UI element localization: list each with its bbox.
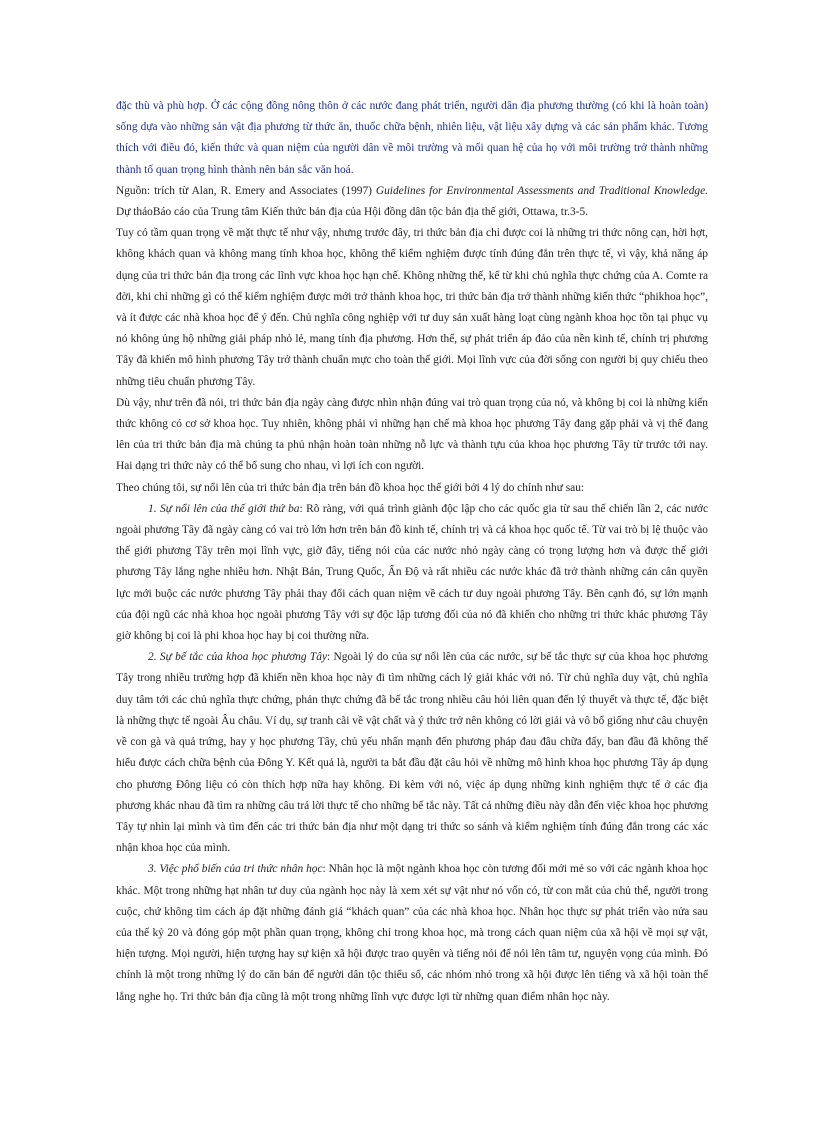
paragraph: Tuy có tầm quan trọng về mặt thực tế như vậy, nhưng trước đây, tri thức bản địa chỉ được coi là những tri thức nông cạn, hời hợt, không khách quan và không mang tính khoa học, không thể kiểm nghiệm được tính đúng đắn trên thực tế, vì vậy, khả năng áp dụng của tri thức bản địa trong các lĩnh vực khoa học hạn chế. Không những thế, kể từ khi chủ nghĩa thực chứng của A. Comte ra đời, khi chỉ những gì có thể kiểm nghiệm được mới trở thành khoa học, tri thức bản địa trở thành những kiến thức “phikhoa học”, và ít được các nhà khoa học để ý đến. Chủ nghĩa công nghiệp với tư duy sản xuất hàng loạt cùng ngành khoa học tồn tại phục vụ nó không ủng hộ những giải pháp nhỏ lẻ, mang tính địa phương. Hơn thế, sự phát triển áp đảo của nền kinh tế, chính trị phương Tây đã khiến mô hình phương Tây trở thành chuẩn mực cho toàn thế giới. Mọi lĩnh vực của đời sống con người bị quy chiếu theo những tiêu chuẩn phương Tây.	[116, 227, 708, 388]
numbered-item	[116, 859, 708, 1007]
source-prefix: Nguồn: trích từ Alan, R. Emery and Associates (1997)	[116, 184, 376, 197]
item-text: : Rõ ràng, với quá trình giành độc lập cho các quốc gia từ sau thế chiến lần 2, các nước ngoài phương Tây đã ngày càng có vai trò lớn hơn trên bản đồ kinh tế, chính trị và cả khoa học quốc tế. Từ vai trò bị lệ thuộc vào thế giới phương Tây trên mọi lĩnh vực, giờ đây, tiếng nói của các nước nhỏ ngày càng có trọng lượng hơn và được thế giới phương Tây lắng nghe nhiều hơn. Nhật Bản, Trung Quốc, Ấn Độ và rất nhiều các nước khác đã trở thành những cán cân quyền lực mới buộc các nước phương Tây phải thay đổi cách quan niệm về cách tư duy ngoài phương Tây. Bên cạnh đó, sự lớn mạnh của đội ngũ các nhà khoa học ngoài phương Tây với sự độc lập tương đối của nó đã khiến cho những tri thức khác phương Tây giờ không bị coi là phi khoa học hay bị coi thường nữa.	[116, 502, 709, 643]
paragraph: Dù vậy, như trên đã nói, tri thức bản địa ngày càng được nhìn nhận đúng vai trò quan trọng của nó, và không bị coi là những kiến thức không có cơ sở khoa học. Tuy nhiên, không phải vì những hạn chế mà khoa học phương Tây đang gặp phải và vị thế đang lên của tri thức bản địa mà chúng ta phủ nhận hoàn toàn những nỗ lực và thành tựu của khoa học phương Tây từ trước tới nay. Hai dạng tri thức này có thể bổ sung cho nhau, vì lợi ích con người.	[116, 396, 708, 473]
item-text: : Ngoài lý do của sự nổi lên của các nước, sự bế tắc thực sự của khoa học phương Tây trong nhiều trường hợp đã khiến nền khoa học này đi tìm những cách lý giải khác với nó. Từ chủ nghĩa duy vật, chủ nghĩa duy tâm tới các chủ nghĩa thực chứng, phản thực chứng đã bế tắc trong nhiều câu hỏi liên quan đến lý thuyết và thực tế, đặc biệt là những thực tế ngoài Âu châu. Ví dụ, sự tranh cãi về vật chất và ý thức trở nên không có lời giải và vô bổ giống như câu chuyện về con gà và quả trứng, hay y học phương Tây, chủ yếu nhấn mạnh đến phương pháp đau đâu chữa đấy, ban đầu đã không thể hiểu được cách chữa bệnh của Đông Y. Kết quả là, người ta bắt đầu đặt câu hỏi về những mô hình khoa học phương Tây áp dụng cho phương Đông liệu có còn thích hợp nữa hay không. Đi kèm với nó, việc áp dụng những kinh nghiệm thực tế ở các địa phương khác nhau đã tìm ra những câu trả lời thực tế cho những bế tắc này. Tất cả những điều này dẫn đến việc khoa học phương Tây tự nhìn lại mình và tìm đến các tri thức bản địa như một dạng tri thức so sánh và kiểm nghiệm tính đúng đắn trong các xác nhận khoa học của mình.	[116, 651, 708, 855]
numbered-item	[116, 499, 708, 647]
item-text: : Nhân học là một ngành khoa học còn tương đối mới mẻ so với các ngành khoa học khác. Một trong những hạt nhân tư duy của ngành học này là xem xét sự vật như nó vốn có, từ con mắt của chủ thể, người trong cuộc, chứ không tìm cách áp đặt những đánh giá “khách quan” của các nhà khoa học. Nhân học thực sự phát triển vào nửa sau của thế kỷ 20 và đóng góp một phần quan trọng, không chỉ trong khoa học, mà trong cách quan niệm của xã hội về mọi sự vật, hiện tượng. Mọi người, hiện tượng hay sự kiện xã hội được trao quyền và tiếng nói để nói lên tâm tư, nguyện vọng của mình. Đó chính là một trong những lý do căn bản để người dân tộc thiểu số, các nhóm nhỏ trong xã hội được lên tiếng và xã hội toàn thể lắng nghe họ. Tri thức bản địa cũng là một trong những lĩnh vực được lợi từ những quan điểm nhân học này.	[116, 863, 708, 1003]
item-title: 3. Việc phổ biến của tri thức nhân học	[148, 863, 323, 876]
source-title: Guidelines for Environmental Assessments and Traditional Knowledge.	[375, 184, 708, 197]
paragraph: Theo chúng tôi, sự nổi lên của tri thức bản địa trên bản đồ khoa học thế giới bởi 4 lý do chính như sau:	[116, 481, 585, 494]
document-page	[116, 96, 708, 1008]
quoted-passage: đặc thù và phù hợp. Ở các cộng đồng nông thôn ở các nước đang phát triển, người dân địa phương thường (có khi là hoàn toàn) sống dựa vào những sản vật địa phương từ thức ăn, thuốc chữa bệnh, nhiên liệu, vật liệu xây dựng và các sản phẩm khác. Tương thích với điều đó, kiến thức và quan niệm của người dân về môi trường và mối quan hệ của họ với môi trường trở thành những thành tố quan trọng hình thành nên bản sắc văn hoá.	[116, 100, 708, 176]
item-title: 2. Sự bế tắc của khoa học phương Tây	[148, 651, 327, 664]
item-title: 1. Sự nổi lên của thế giới thứ ba	[148, 502, 300, 515]
source-citation	[116, 181, 708, 223]
numbered-item	[116, 647, 708, 859]
source-suffix: Dự thảoBáo cáo của Trung tâm Kiến thức bản địa của Hội đồng dân tộc bản địa thế giới, Ottawa, tr.3-5.	[116, 206, 588, 219]
